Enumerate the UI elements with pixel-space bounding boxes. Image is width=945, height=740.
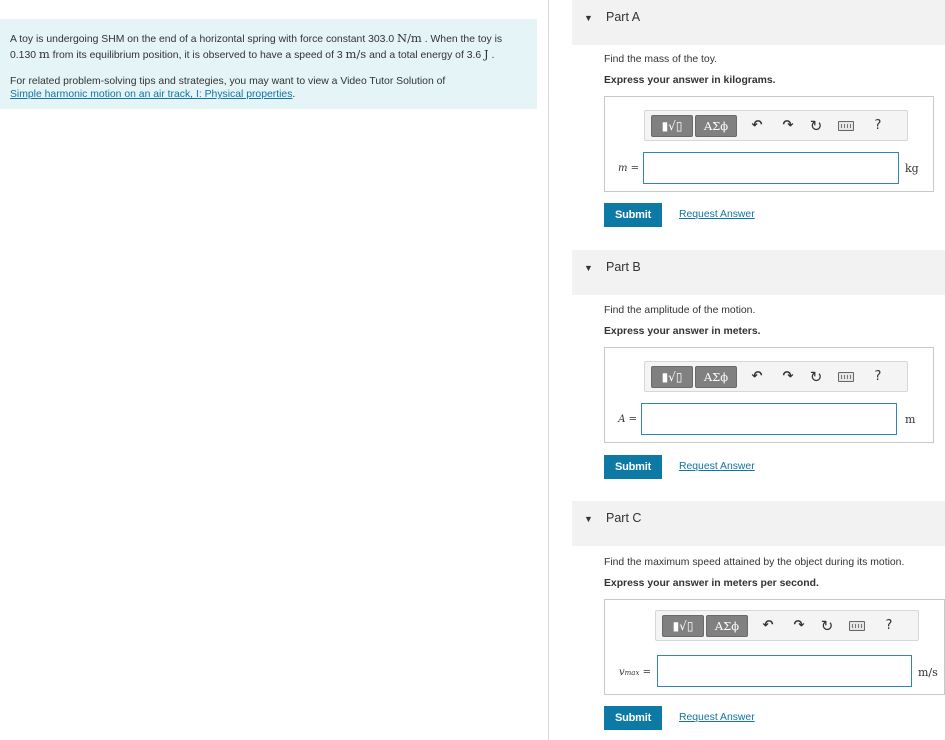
part-a-answer-box [604, 96, 934, 192]
answer-input-amplitude[interactable] [641, 403, 897, 435]
part-b-express: Express your answer in meters. [604, 326, 761, 337]
unit-distance: m [38, 47, 50, 61]
variable-symbol: v [619, 667, 625, 678]
part-b-header[interactable] [572, 250, 945, 295]
request-answer-link[interactable]: Request Answer [679, 461, 755, 472]
part-c-title: Part C [606, 511, 642, 525]
submit-button[interactable]: Submit [604, 455, 662, 479]
related-tips-label: For related problem-solving tips and strategies, you may want to view a Video Tutor Solution of [10, 76, 446, 87]
redo-icon[interactable]: ↷ [793, 618, 805, 633]
submit-button[interactable]: Submit [604, 203, 662, 227]
problem-text-part: from its equilibrium position, it is observed to have a speed of 3 [49, 50, 346, 61]
unit-energy: J [484, 47, 489, 61]
problem-text-part: . [488, 50, 495, 61]
collapse-caret-icon[interactable]: ▼ [584, 13, 593, 23]
math-toolbar [644, 110, 908, 141]
panel-divider [548, 0, 549, 740]
variable-label [613, 163, 639, 174]
request-answer-link[interactable]: Request Answer [679, 712, 755, 723]
unit-force-constant: N/m [397, 31, 422, 45]
submit-button[interactable]: Submit [604, 706, 662, 730]
problem-text-part: and a total energy of 3.6 [366, 50, 485, 61]
equals-sign: = [639, 667, 651, 678]
help-icon[interactable]: ? [885, 618, 893, 633]
templates-button[interactable]: ▮√▯ [651, 366, 693, 388]
part-c-answer-box [604, 599, 945, 695]
help-icon[interactable]: ? [874, 118, 882, 133]
equals-sign: = [627, 163, 639, 174]
unit-label: m/s [918, 666, 938, 679]
unit-label: m [905, 413, 916, 426]
request-answer-link[interactable]: Request Answer [679, 209, 755, 220]
part-a-question: Find the mass of the toy. [604, 54, 718, 65]
math-toolbar [644, 361, 908, 392]
related-tips-text [10, 75, 527, 101]
math-toolbar [655, 610, 919, 641]
symbols-button[interactable]: ΑΣϕ [706, 615, 748, 637]
templates-button[interactable]: ▮√▯ [651, 115, 693, 137]
templates-button[interactable]: ▮√▯ [662, 615, 704, 637]
answer-input-max-speed[interactable] [657, 655, 912, 687]
undo-icon[interactable]: ↶ [751, 369, 763, 384]
reset-icon[interactable]: ↻ [809, 368, 823, 386]
unit-speed: m/s [345, 47, 367, 61]
part-a-header[interactable] [572, 0, 945, 45]
variable-symbol: A [618, 414, 626, 425]
reset-icon[interactable]: ↻ [809, 117, 823, 135]
related-tips-end: . [292, 89, 296, 100]
part-c-express: Express your answer in meters per second. [604, 578, 819, 589]
symbols-button[interactable]: ΑΣϕ [695, 366, 737, 388]
variable-symbol: m [617, 163, 628, 174]
part-a-express: Express your answer in kilograms. [604, 75, 776, 86]
keyboard-icon[interactable] [838, 121, 854, 131]
variable-subscript: max [624, 669, 640, 677]
problem-text [10, 31, 527, 63]
undo-icon[interactable]: ↶ [751, 118, 763, 133]
variable-label [613, 667, 651, 678]
help-icon[interactable]: ? [874, 369, 882, 384]
redo-icon[interactable]: ↷ [782, 118, 794, 133]
keyboard-icon[interactable] [849, 621, 865, 631]
part-b-question: Find the amplitude of the motion. [604, 305, 756, 316]
collapse-caret-icon[interactable]: ▼ [584, 263, 593, 273]
part-c-header[interactable] [572, 501, 945, 546]
problem-text-part: . When the toy is 0.130 [10, 34, 503, 61]
part-b-title: Part B [606, 260, 641, 274]
problem-statement-panel [0, 19, 537, 109]
answer-input-mass[interactable] [643, 152, 899, 184]
part-a-title: Part A [606, 10, 641, 24]
problem-text-part: A toy is undergoing SHM on the end of a horizontal spring with force constant 303.0 [10, 34, 397, 45]
collapse-caret-icon[interactable]: ▼ [584, 514, 593, 524]
equals-sign: = [625, 414, 637, 425]
undo-icon[interactable]: ↶ [762, 618, 774, 633]
reset-icon[interactable]: ↻ [820, 617, 834, 635]
redo-icon[interactable]: ↷ [782, 369, 794, 384]
keyboard-icon[interactable] [838, 372, 854, 382]
part-c-question: Find the maximum speed attained by the object during its motion. [604, 557, 905, 568]
part-b-answer-box [604, 347, 934, 443]
symbols-button[interactable]: ΑΣϕ [695, 115, 737, 137]
video-tutor-link[interactable]: Simple harmonic motion on an air track, I: Physical properties [10, 89, 293, 100]
variable-label [611, 414, 637, 425]
unit-label: kg [905, 162, 919, 175]
